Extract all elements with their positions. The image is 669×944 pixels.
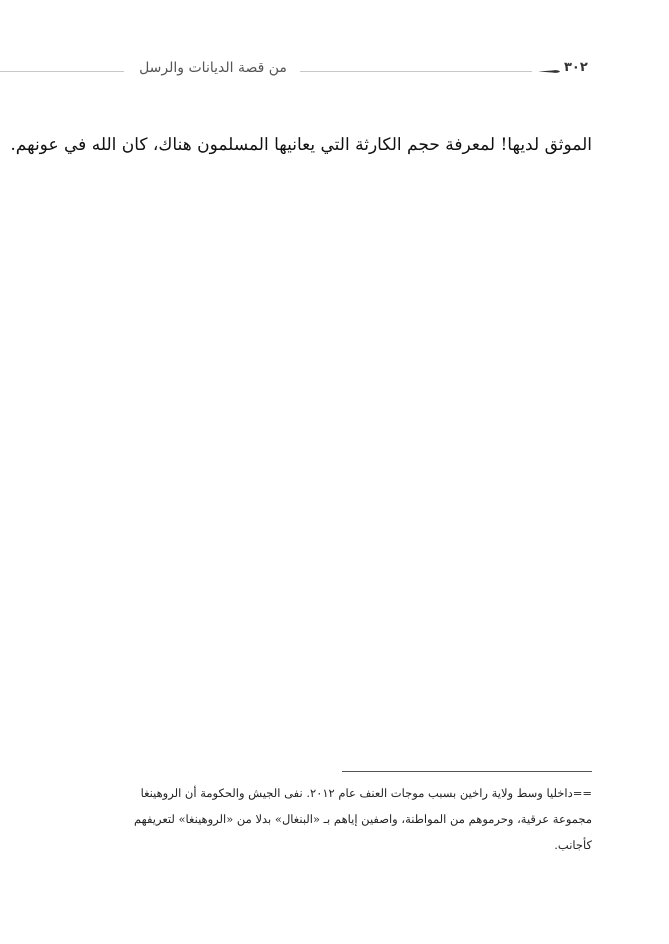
footnote-line: ==داخليا وسط ولاية راخين بسبب موجات العنف عام ٢٠١٢. نفى الجيش والحكومة أن الروهينغا <box>140 786 592 800</box>
header-rule-middle <box>300 71 532 72</box>
page-number: ٣٠٢ <box>564 60 588 75</box>
footnote-line: كأجانب. <box>554 838 592 852</box>
footnote-separator <box>342 771 592 772</box>
footnote-line: مجموعة عرقية، وحرموهم من المواطنة، واصفين إياهم بـ «البنغال» بدلا من «الروهينغا» لتعريفهم <box>134 812 592 826</box>
running-header <box>0 54 669 88</box>
header-rule-left <box>0 71 124 72</box>
body-paragraph: الموثق لديها! لمعرفة حجم الكارثة التي يعانيها المسلمون هناك، كان الله في عونهم. <box>10 135 592 155</box>
page-marker-icon <box>538 68 560 75</box>
book-title: من قصة الديانات والرسل <box>139 60 287 76</box>
footnote <box>76 780 592 858</box>
